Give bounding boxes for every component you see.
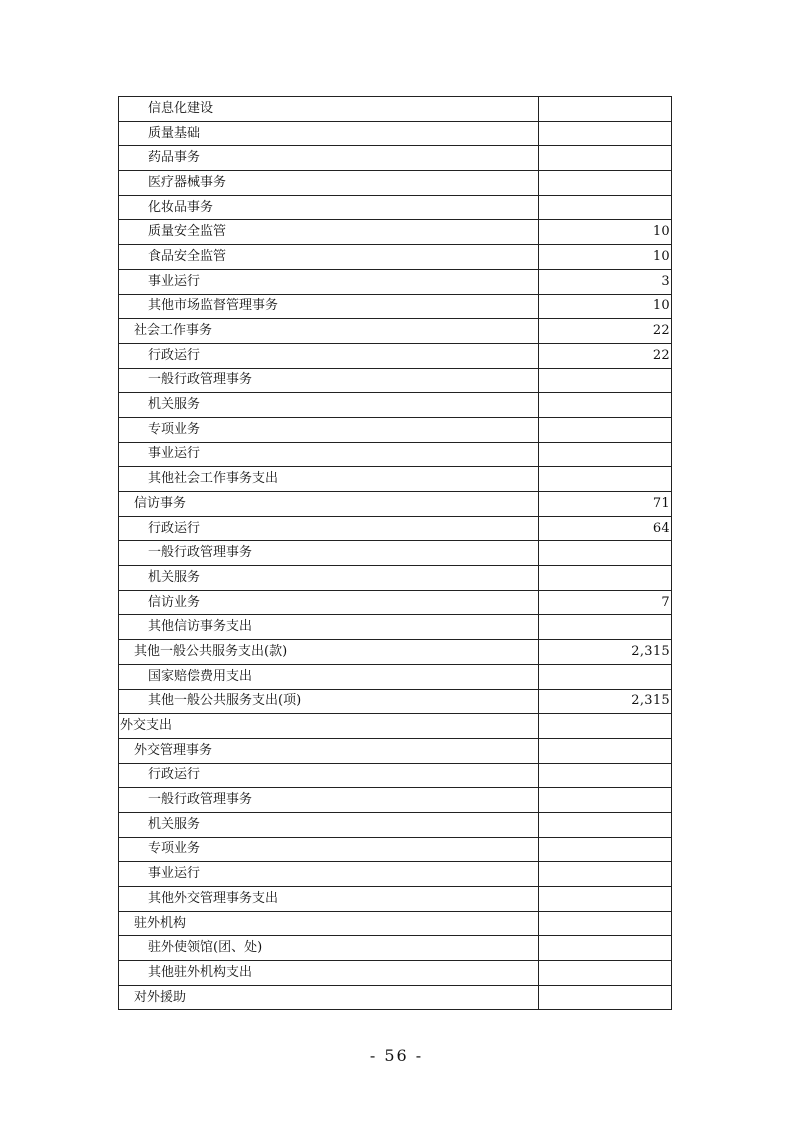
amount-cell — [539, 788, 672, 813]
item-name-cell: 机关服务 — [119, 393, 539, 418]
amount-cell — [539, 171, 672, 196]
amount-cell — [539, 467, 672, 492]
budget-table — [118, 96, 672, 1010]
table-row — [119, 837, 672, 862]
item-name-cell: 事业运行 — [119, 862, 539, 887]
item-name-cell: 事业运行 — [119, 442, 539, 467]
item-name-cell: 机关服务 — [119, 812, 539, 837]
table-body — [119, 97, 672, 1010]
table-row — [119, 492, 672, 517]
amount-cell — [539, 146, 672, 171]
amount-cell: 3 — [539, 269, 672, 294]
amount-cell — [539, 812, 672, 837]
table-row — [119, 516, 672, 541]
table-row — [119, 961, 672, 986]
item-name-cell: 其他驻外机构支出 — [119, 961, 539, 986]
page-number: - 56 - — [369, 1046, 424, 1065]
item-name-cell: 驻外机构 — [119, 911, 539, 936]
amount-cell: 2,315 — [539, 689, 672, 714]
item-name-cell: 其他市场监督管理事务 — [119, 294, 539, 319]
amount-cell — [539, 763, 672, 788]
item-name-cell: 其他社会工作事务支出 — [119, 467, 539, 492]
table-row — [119, 368, 672, 393]
table-row — [119, 590, 672, 615]
table-row — [119, 788, 672, 813]
amount-cell: 7 — [539, 590, 672, 615]
amount-cell — [539, 936, 672, 961]
table-row — [119, 467, 672, 492]
table-row — [119, 393, 672, 418]
item-name-cell: 药品事务 — [119, 146, 539, 171]
item-name-cell: 信访事务 — [119, 492, 539, 517]
item-name-cell: 专项业务 — [119, 837, 539, 862]
item-name-cell: 信息化建设 — [119, 97, 539, 122]
table-row — [119, 911, 672, 936]
amount-cell — [539, 566, 672, 591]
amount-cell — [539, 714, 672, 739]
item-name-cell: 质量安全监管 — [119, 220, 539, 245]
amount-cell — [539, 368, 672, 393]
table-row — [119, 541, 672, 566]
item-name-cell: 行政运行 — [119, 763, 539, 788]
item-name-cell: 其他一般公共服务支出(项) — [119, 689, 539, 714]
item-name-cell: 驻外使领馆(团、处) — [119, 936, 539, 961]
amount-cell: 10 — [539, 220, 672, 245]
item-name-cell: 其他一般公共服务支出(款) — [119, 640, 539, 665]
amount-cell — [539, 961, 672, 986]
table-row — [119, 343, 672, 368]
item-name-cell: 对外援助 — [119, 985, 539, 1010]
amount-cell — [539, 121, 672, 146]
table-row — [119, 442, 672, 467]
item-name-cell: 医疗器械事务 — [119, 171, 539, 196]
item-name-cell: 一般行政管理事务 — [119, 541, 539, 566]
item-name-cell: 外交管理事务 — [119, 738, 539, 763]
table-row — [119, 862, 672, 887]
item-name-cell: 事业运行 — [119, 269, 539, 294]
table-row — [119, 171, 672, 196]
amount-cell: 71 — [539, 492, 672, 517]
table-row — [119, 887, 672, 912]
amount-cell — [539, 911, 672, 936]
item-name-cell: 一般行政管理事务 — [119, 368, 539, 393]
table-row — [119, 566, 672, 591]
amount-cell: 64 — [539, 516, 672, 541]
amount-cell — [539, 417, 672, 442]
amount-cell — [539, 887, 672, 912]
table-row — [119, 97, 672, 122]
item-name-cell: 食品安全监管 — [119, 245, 539, 270]
item-name-cell: 化妆品事务 — [119, 195, 539, 220]
item-name-cell: 社会工作事务 — [119, 319, 539, 344]
amount-cell — [539, 862, 672, 887]
amount-cell — [539, 541, 672, 566]
table-row — [119, 615, 672, 640]
table-row — [119, 714, 672, 739]
amount-cell: 22 — [539, 319, 672, 344]
amount-cell — [539, 195, 672, 220]
table-row — [119, 812, 672, 837]
amount-cell — [539, 738, 672, 763]
amount-cell: 22 — [539, 343, 672, 368]
amount-cell: 10 — [539, 294, 672, 319]
item-name-cell: 质量基础 — [119, 121, 539, 146]
amount-cell — [539, 664, 672, 689]
amount-cell — [539, 985, 672, 1010]
amount-cell — [539, 442, 672, 467]
table-row — [119, 985, 672, 1010]
amount-cell — [539, 97, 672, 122]
item-name-cell: 外交支出 — [119, 714, 539, 739]
amount-cell — [539, 615, 672, 640]
item-name-cell: 其他外交管理事务支出 — [119, 887, 539, 912]
table-row — [119, 664, 672, 689]
table-row — [119, 195, 672, 220]
table-row — [119, 689, 672, 714]
item-name-cell: 行政运行 — [119, 516, 539, 541]
item-name-cell: 专项业务 — [119, 417, 539, 442]
amount-cell — [539, 837, 672, 862]
table-row — [119, 936, 672, 961]
item-name-cell: 其他信访事务支出 — [119, 615, 539, 640]
amount-cell — [539, 393, 672, 418]
table-row — [119, 763, 672, 788]
table-row — [119, 146, 672, 171]
table-row — [119, 269, 672, 294]
table-row — [119, 294, 672, 319]
amount-cell: 10 — [539, 245, 672, 270]
table-row — [119, 738, 672, 763]
table-row — [119, 417, 672, 442]
table-row — [119, 121, 672, 146]
item-name-cell: 国家赔偿费用支出 — [119, 664, 539, 689]
table-row — [119, 319, 672, 344]
table-row — [119, 245, 672, 270]
item-name-cell: 一般行政管理事务 — [119, 788, 539, 813]
item-name-cell: 机关服务 — [119, 566, 539, 591]
table-row — [119, 640, 672, 665]
item-name-cell: 行政运行 — [119, 343, 539, 368]
amount-cell: 2,315 — [539, 640, 672, 665]
item-name-cell: 信访业务 — [119, 590, 539, 615]
table-row — [119, 220, 672, 245]
